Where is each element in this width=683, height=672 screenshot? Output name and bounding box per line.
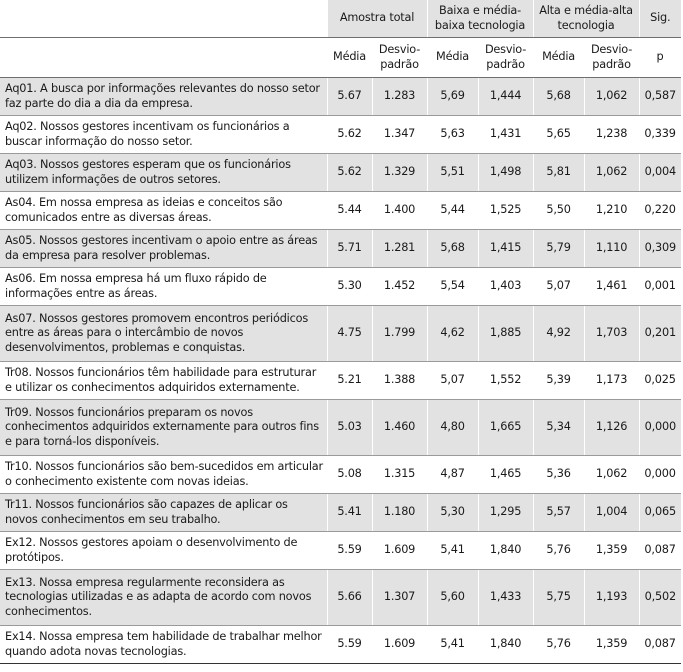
- total-dp: 1.460: [372, 400, 427, 456]
- baixa-dp: 1,444: [478, 78, 533, 116]
- alta-dp: 1,193: [584, 570, 639, 626]
- total-media: 5.21: [327, 362, 372, 400]
- alta-media: 5,81: [533, 154, 584, 192]
- subheader-alta-dp: Desvio-padrão: [584, 38, 639, 78]
- alta-media: 5,76: [533, 626, 584, 664]
- alta-dp: 1,062: [584, 78, 639, 116]
- total-media: 4.75: [327, 306, 372, 362]
- table-row: [0, 116, 681, 154]
- subheader-alta-media: Média: [533, 38, 584, 78]
- total-dp: 1.281: [372, 230, 427, 268]
- baixa-media: 5,41: [427, 532, 478, 570]
- item-text: Aq03. Nossos gestores esperam que os funcionários utilizem informações de outros setores.: [0, 154, 327, 192]
- baixa-media: 5,51: [427, 154, 478, 192]
- item-text: Tr11. Nossos funcionários são capazes de aplicar os novos conhecimentos em seu trabalho.: [0, 494, 327, 532]
- baixa-dp: 1,465: [478, 456, 533, 494]
- header-baixa-tecnologia: Baixa e média-baixa tecnologia: [427, 0, 533, 38]
- alta-media: 5,65: [533, 116, 584, 154]
- baixa-media: 5,60: [427, 570, 478, 626]
- total-dp: 1.347: [372, 116, 427, 154]
- p-value: 0,201: [639, 306, 681, 362]
- total-media: 5.30: [327, 268, 372, 306]
- total-media: 5.59: [327, 626, 372, 664]
- p-value: 0,000: [639, 400, 681, 456]
- p-value: 0,087: [639, 532, 681, 570]
- total-media: 5.59: [327, 532, 372, 570]
- alta-dp: 1,703: [584, 306, 639, 362]
- item-text: Aq02. Nossos gestores incentivam os funcionários a buscar informação do nosso setor.: [0, 116, 327, 154]
- table-row: [0, 362, 681, 400]
- alta-media: 5,39: [533, 362, 584, 400]
- total-media: 5.08: [327, 456, 372, 494]
- header-sub-row: [0, 38, 681, 78]
- subheader-total-dp: Desvio-padrão: [372, 38, 427, 78]
- baixa-dp: 1,295: [478, 494, 533, 532]
- total-media: 5.62: [327, 154, 372, 192]
- baixa-media: 5,41: [427, 626, 478, 664]
- total-dp: 1.452: [372, 268, 427, 306]
- item-text: As05. Nossos gestores incentivam o apoio entre as áreas da empresa para resolver problemas.: [0, 230, 327, 268]
- item-text: As06. Em nossa empresa há um fluxo rápido de informações entre as áreas.: [0, 268, 327, 306]
- p-value: 0,502: [639, 570, 681, 626]
- p-value: 0,004: [639, 154, 681, 192]
- total-dp: 1.180: [372, 494, 427, 532]
- alta-media: 5,07: [533, 268, 584, 306]
- table-row: [0, 400, 681, 456]
- baixa-dp: 1,840: [478, 532, 533, 570]
- table-row: [0, 192, 681, 230]
- table-row: [0, 230, 681, 268]
- alta-dp: 1,238: [584, 116, 639, 154]
- table-row: [0, 456, 681, 494]
- item-text: As07. Nossos gestores promovem encontros periódicos entre as áreas para o intercâmbio de novos desenvolvimentos, problemas e conquistas.: [0, 306, 327, 362]
- baixa-dp: 1,431: [478, 116, 533, 154]
- table-row: [0, 570, 681, 626]
- p-value: 0,087: [639, 626, 681, 664]
- table-row: [0, 268, 681, 306]
- header-sig: Sig.: [639, 0, 681, 38]
- baixa-dp: 1,525: [478, 192, 533, 230]
- alta-dp: 1,062: [584, 154, 639, 192]
- total-dp: 1.799: [372, 306, 427, 362]
- table-row: [0, 626, 681, 664]
- baixa-media: 5,30: [427, 494, 478, 532]
- baixa-dp: 1,433: [478, 570, 533, 626]
- header-blank-2: [0, 38, 327, 78]
- total-dp: 1.307: [372, 570, 427, 626]
- table-row: [0, 532, 681, 570]
- header-amostra-total: Amostra total: [327, 0, 427, 38]
- alta-media: 5,57: [533, 494, 584, 532]
- p-value: 0,587: [639, 78, 681, 116]
- alta-media: 4,92: [533, 306, 584, 362]
- total-dp: 1.609: [372, 626, 427, 664]
- table-row: [0, 306, 681, 362]
- alta-dp: 1,359: [584, 626, 639, 664]
- alta-media: 5,34: [533, 400, 584, 456]
- baixa-media: 5,63: [427, 116, 478, 154]
- baixa-dp: 1,885: [478, 306, 533, 362]
- baixa-dp: 1,403: [478, 268, 533, 306]
- item-text: Ex12. Nossos gestores apoiam o desenvolvimento de protótipos.: [0, 532, 327, 570]
- alta-dp: 1,062: [584, 456, 639, 494]
- total-media: 5.71: [327, 230, 372, 268]
- baixa-media: 4,62: [427, 306, 478, 362]
- subheader-total-media: Média: [327, 38, 372, 78]
- table-row: [0, 154, 681, 192]
- alta-dp: 1,461: [584, 268, 639, 306]
- baixa-media: 5,69: [427, 78, 478, 116]
- p-value: 0,339: [639, 116, 681, 154]
- total-dp: 1.388: [372, 362, 427, 400]
- baixa-media: 4,80: [427, 400, 478, 456]
- baixa-dp: 1,665: [478, 400, 533, 456]
- alta-media: 5,36: [533, 456, 584, 494]
- total-dp: 1.400: [372, 192, 427, 230]
- baixa-media: 5,54: [427, 268, 478, 306]
- alta-dp: 1,173: [584, 362, 639, 400]
- subheader-baixa-dp: Desvio-padrão: [478, 38, 533, 78]
- p-value: 0,001: [639, 268, 681, 306]
- alta-media: 5,68: [533, 78, 584, 116]
- item-text: Tr09. Nossos funcionários preparam os novos conhecimentos adquiridos externamente para outros fins e para torná-los disponíveis.: [0, 400, 327, 456]
- p-value: 0,000: [639, 456, 681, 494]
- header-blank: [0, 0, 327, 38]
- baixa-dp: 1,552: [478, 362, 533, 400]
- total-media: 5.67: [327, 78, 372, 116]
- subheader-baixa-media: Média: [427, 38, 478, 78]
- baixa-dp: 1,840: [478, 626, 533, 664]
- item-text: Tr08. Nossos funcionários têm habilidade para estruturar e utilizar os conhecimentos adquiridos externamente.: [0, 362, 327, 400]
- total-media: 5.03: [327, 400, 372, 456]
- baixa-dp: 1,498: [478, 154, 533, 192]
- total-media: 5.41: [327, 494, 372, 532]
- alta-media: 5,76: [533, 532, 584, 570]
- p-value: 0,220: [639, 192, 681, 230]
- table-row: [0, 494, 681, 532]
- baixa-media: 5,44: [427, 192, 478, 230]
- baixa-media: 5,68: [427, 230, 478, 268]
- baixa-media: 5,07: [427, 362, 478, 400]
- item-text: Ex14. Nossa empresa tem habilidade de trabalhar melhor quando adota novas tecnologias.: [0, 626, 327, 664]
- total-dp: 1.283: [372, 78, 427, 116]
- p-value: 0,309: [639, 230, 681, 268]
- alta-dp: 1,210: [584, 192, 639, 230]
- alta-dp: 1,126: [584, 400, 639, 456]
- alta-dp: 1,004: [584, 494, 639, 532]
- total-dp: 1.315: [372, 456, 427, 494]
- item-text: Ex13. Nossa empresa regularmente reconsidera as tecnologias utilizadas e as adapta de acordo com novos conhecimentos.: [0, 570, 327, 626]
- alta-media: 5,50: [533, 192, 584, 230]
- p-value: 0,025: [639, 362, 681, 400]
- total-media: 5.44: [327, 192, 372, 230]
- item-text: Tr10. Nossos funcionários são bem-sucedidos em articular o conhecimento existente com novas ideias.: [0, 456, 327, 494]
- p-value: 0,065: [639, 494, 681, 532]
- subheader-p: p: [639, 38, 681, 78]
- header-group-row: [0, 0, 681, 38]
- alta-media: 5,75: [533, 570, 584, 626]
- total-dp: 1.609: [372, 532, 427, 570]
- total-media: 5.62: [327, 116, 372, 154]
- item-text: As04. Em nossa empresa as ideias e conceitos são comunicados entre as diversas áreas.: [0, 192, 327, 230]
- total-dp: 1.329: [372, 154, 427, 192]
- item-text: Aq01. A busca por informações relevantes do nosso setor faz parte do dia a dia da empresa.: [0, 78, 327, 116]
- header-alta-tecnologia: Alta e média-alta tecnologia: [533, 0, 639, 38]
- alta-dp: 1,110: [584, 230, 639, 268]
- alta-media: 5,79: [533, 230, 584, 268]
- table-row: [0, 78, 681, 116]
- total-media: 5.66: [327, 570, 372, 626]
- alta-dp: 1,359: [584, 532, 639, 570]
- baixa-dp: 1,415: [478, 230, 533, 268]
- baixa-media: 4,87: [427, 456, 478, 494]
